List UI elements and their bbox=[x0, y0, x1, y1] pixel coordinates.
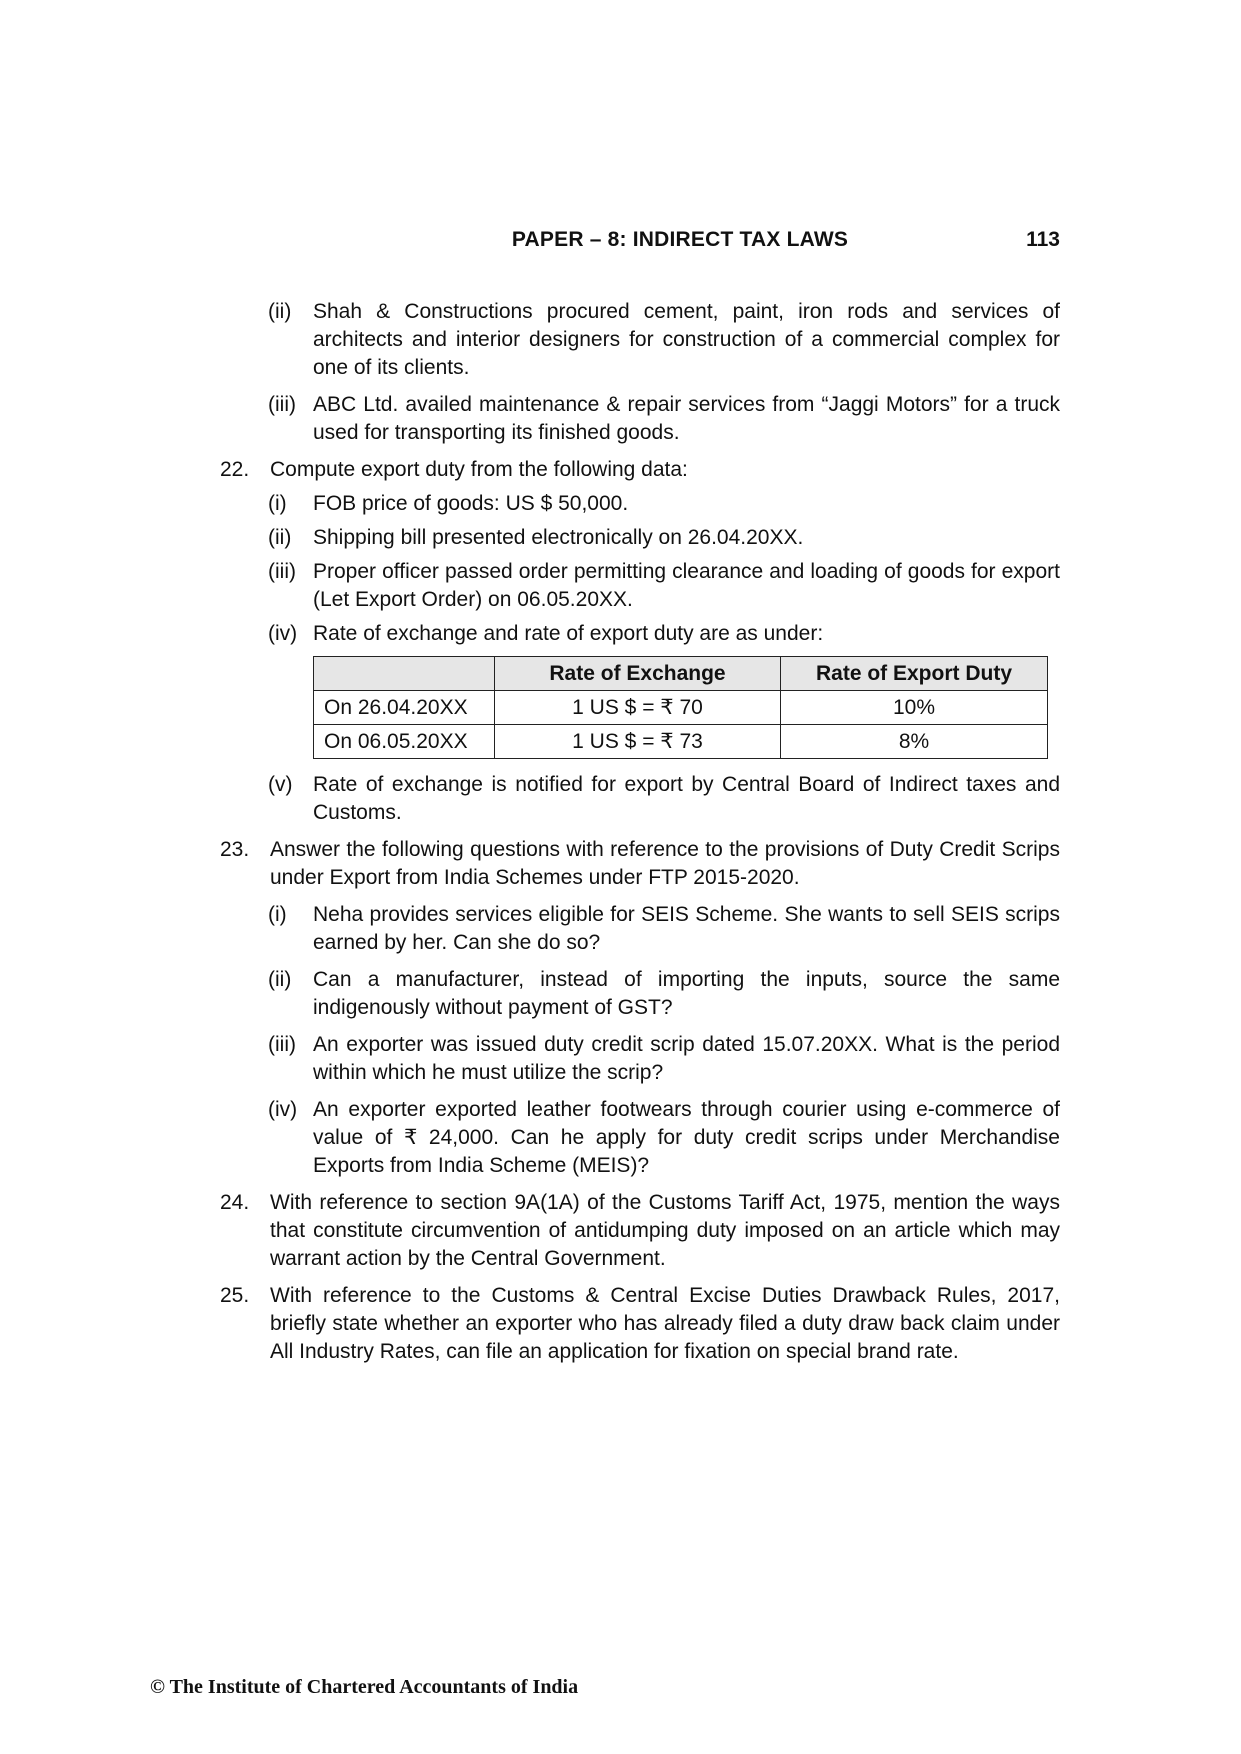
question-text: With reference to the Customs & Central Excise Duties Drawback Rules, 2017, briefly state whether an exporter who has already filed a duty draw back claim under All Industry Rates, can file an application for fixation on special brand rate. bbox=[270, 1284, 1060, 1363]
page-number: 113 bbox=[1026, 228, 1060, 251]
paper-title: PAPER – 8: INDIRECT TAX LAWS bbox=[511, 228, 849, 251]
item-text: Shipping bill presented electronically on 26.04.20XX. bbox=[313, 526, 804, 549]
table-cell: 1 US $ = ₹ 70 bbox=[495, 691, 781, 725]
question-number: 23. bbox=[220, 838, 250, 861]
question-25 bbox=[220, 1282, 1060, 1366]
item-label: (iii) bbox=[268, 393, 296, 416]
item-text: Proper officer passed order permitting clearance and loading of goods for export (Let Export Order) on 06.05.20XX. bbox=[313, 560, 1060, 611]
item-text: Neha provides services eligible for SEIS Scheme. She wants to sell SEIS scrips earned by her. Can she do so? bbox=[313, 903, 1060, 954]
question-number: 24. bbox=[220, 1191, 250, 1214]
question-text: Compute export duty from the following data: bbox=[270, 458, 688, 481]
exchange-duty-table bbox=[313, 656, 1048, 759]
q21-item-ii bbox=[220, 298, 1060, 382]
question-number: 22. bbox=[220, 458, 250, 481]
q22-item-i bbox=[220, 490, 1060, 518]
table-header-cell bbox=[314, 657, 495, 691]
copyright-footer: © The Institute of Chartered Accountants of India bbox=[150, 1676, 579, 1698]
item-label: (iii) bbox=[268, 560, 296, 583]
item-text: Rate of exchange and rate of export duty are as under: bbox=[313, 622, 824, 645]
question-number: 25. bbox=[220, 1284, 250, 1307]
item-text: ABC Ltd. availed maintenance & repair services from “Jaggi Motors” for a truck used for transporting its finished goods. bbox=[313, 393, 1060, 444]
table-row bbox=[314, 725, 1048, 759]
item-label: (ii) bbox=[268, 968, 292, 991]
table-cell: On 26.04.20XX bbox=[314, 691, 495, 725]
table-cell: 1 US $ = ₹ 73 bbox=[495, 725, 781, 759]
item-text: FOB price of goods: US $ 50,000. bbox=[313, 492, 629, 515]
item-label: (ii) bbox=[268, 526, 292, 549]
table-header-cell: Rate of Export Duty bbox=[781, 657, 1048, 691]
question-text: With reference to section 9A(1A) of the Customs Tariff Act, 1975, mention the ways that constitute circumvention of antidumping duty imposed on an article which may warrant action by the Central Government. bbox=[270, 1191, 1060, 1270]
questions-body bbox=[220, 298, 1060, 1366]
item-label: (iv) bbox=[268, 1098, 298, 1121]
question-23 bbox=[220, 836, 1060, 892]
item-text: Shah & Constructions procured cement, paint, iron rods and services of architects and interior designers for construction of a commercial complex for one of its clients. bbox=[313, 300, 1060, 379]
item-label: (ii) bbox=[268, 300, 292, 323]
table-header-cell: Rate of Exchange bbox=[495, 657, 781, 691]
question-22 bbox=[220, 456, 1060, 484]
q22-item-iv bbox=[220, 620, 1060, 648]
page-header bbox=[230, 228, 1060, 258]
q22-item-iii bbox=[220, 558, 1060, 614]
item-text: An exporter was issued duty credit scrip dated 15.07.20XX. What is the period within which he must utilize the scrip? bbox=[313, 1033, 1060, 1084]
item-label: (iii) bbox=[268, 1033, 296, 1056]
question-text: Answer the following questions with reference to the provisions of Duty Credit Scrips under Export from India Schemes under FTP 2015-2020. bbox=[270, 838, 1060, 889]
item-text: An exporter exported leather footwears through courier using e-commerce of value of ₹ 24,000. Can he apply for duty credit scrips under Merchandise Exports from India Scheme (MEIS)? bbox=[313, 1098, 1060, 1177]
item-label: (i) bbox=[268, 903, 287, 926]
q23-item-iv bbox=[220, 1096, 1060, 1180]
q23-item-i bbox=[220, 901, 1060, 957]
q22-item-ii bbox=[220, 524, 1060, 552]
table-row bbox=[314, 691, 1048, 725]
table-cell: 8% bbox=[781, 725, 1048, 759]
table-header-row bbox=[314, 657, 1048, 691]
table-cell: 10% bbox=[781, 691, 1048, 725]
item-text: Can a manufacturer, instead of importing the inputs, source the same indigenously without payment of GST? bbox=[313, 968, 1060, 1019]
item-label: (iv) bbox=[268, 622, 298, 645]
q21-item-iii bbox=[220, 391, 1060, 447]
item-label: (v) bbox=[268, 773, 293, 796]
item-label: (i) bbox=[268, 492, 287, 515]
table-cell: On 06.05.20XX bbox=[314, 725, 495, 759]
q23-item-iii bbox=[220, 1031, 1060, 1087]
q23-item-ii bbox=[220, 966, 1060, 1022]
item-text: Rate of exchange is notified for export by Central Board of Indirect taxes and Customs. bbox=[313, 773, 1060, 824]
question-24 bbox=[220, 1189, 1060, 1273]
q22-item-v bbox=[220, 771, 1060, 827]
